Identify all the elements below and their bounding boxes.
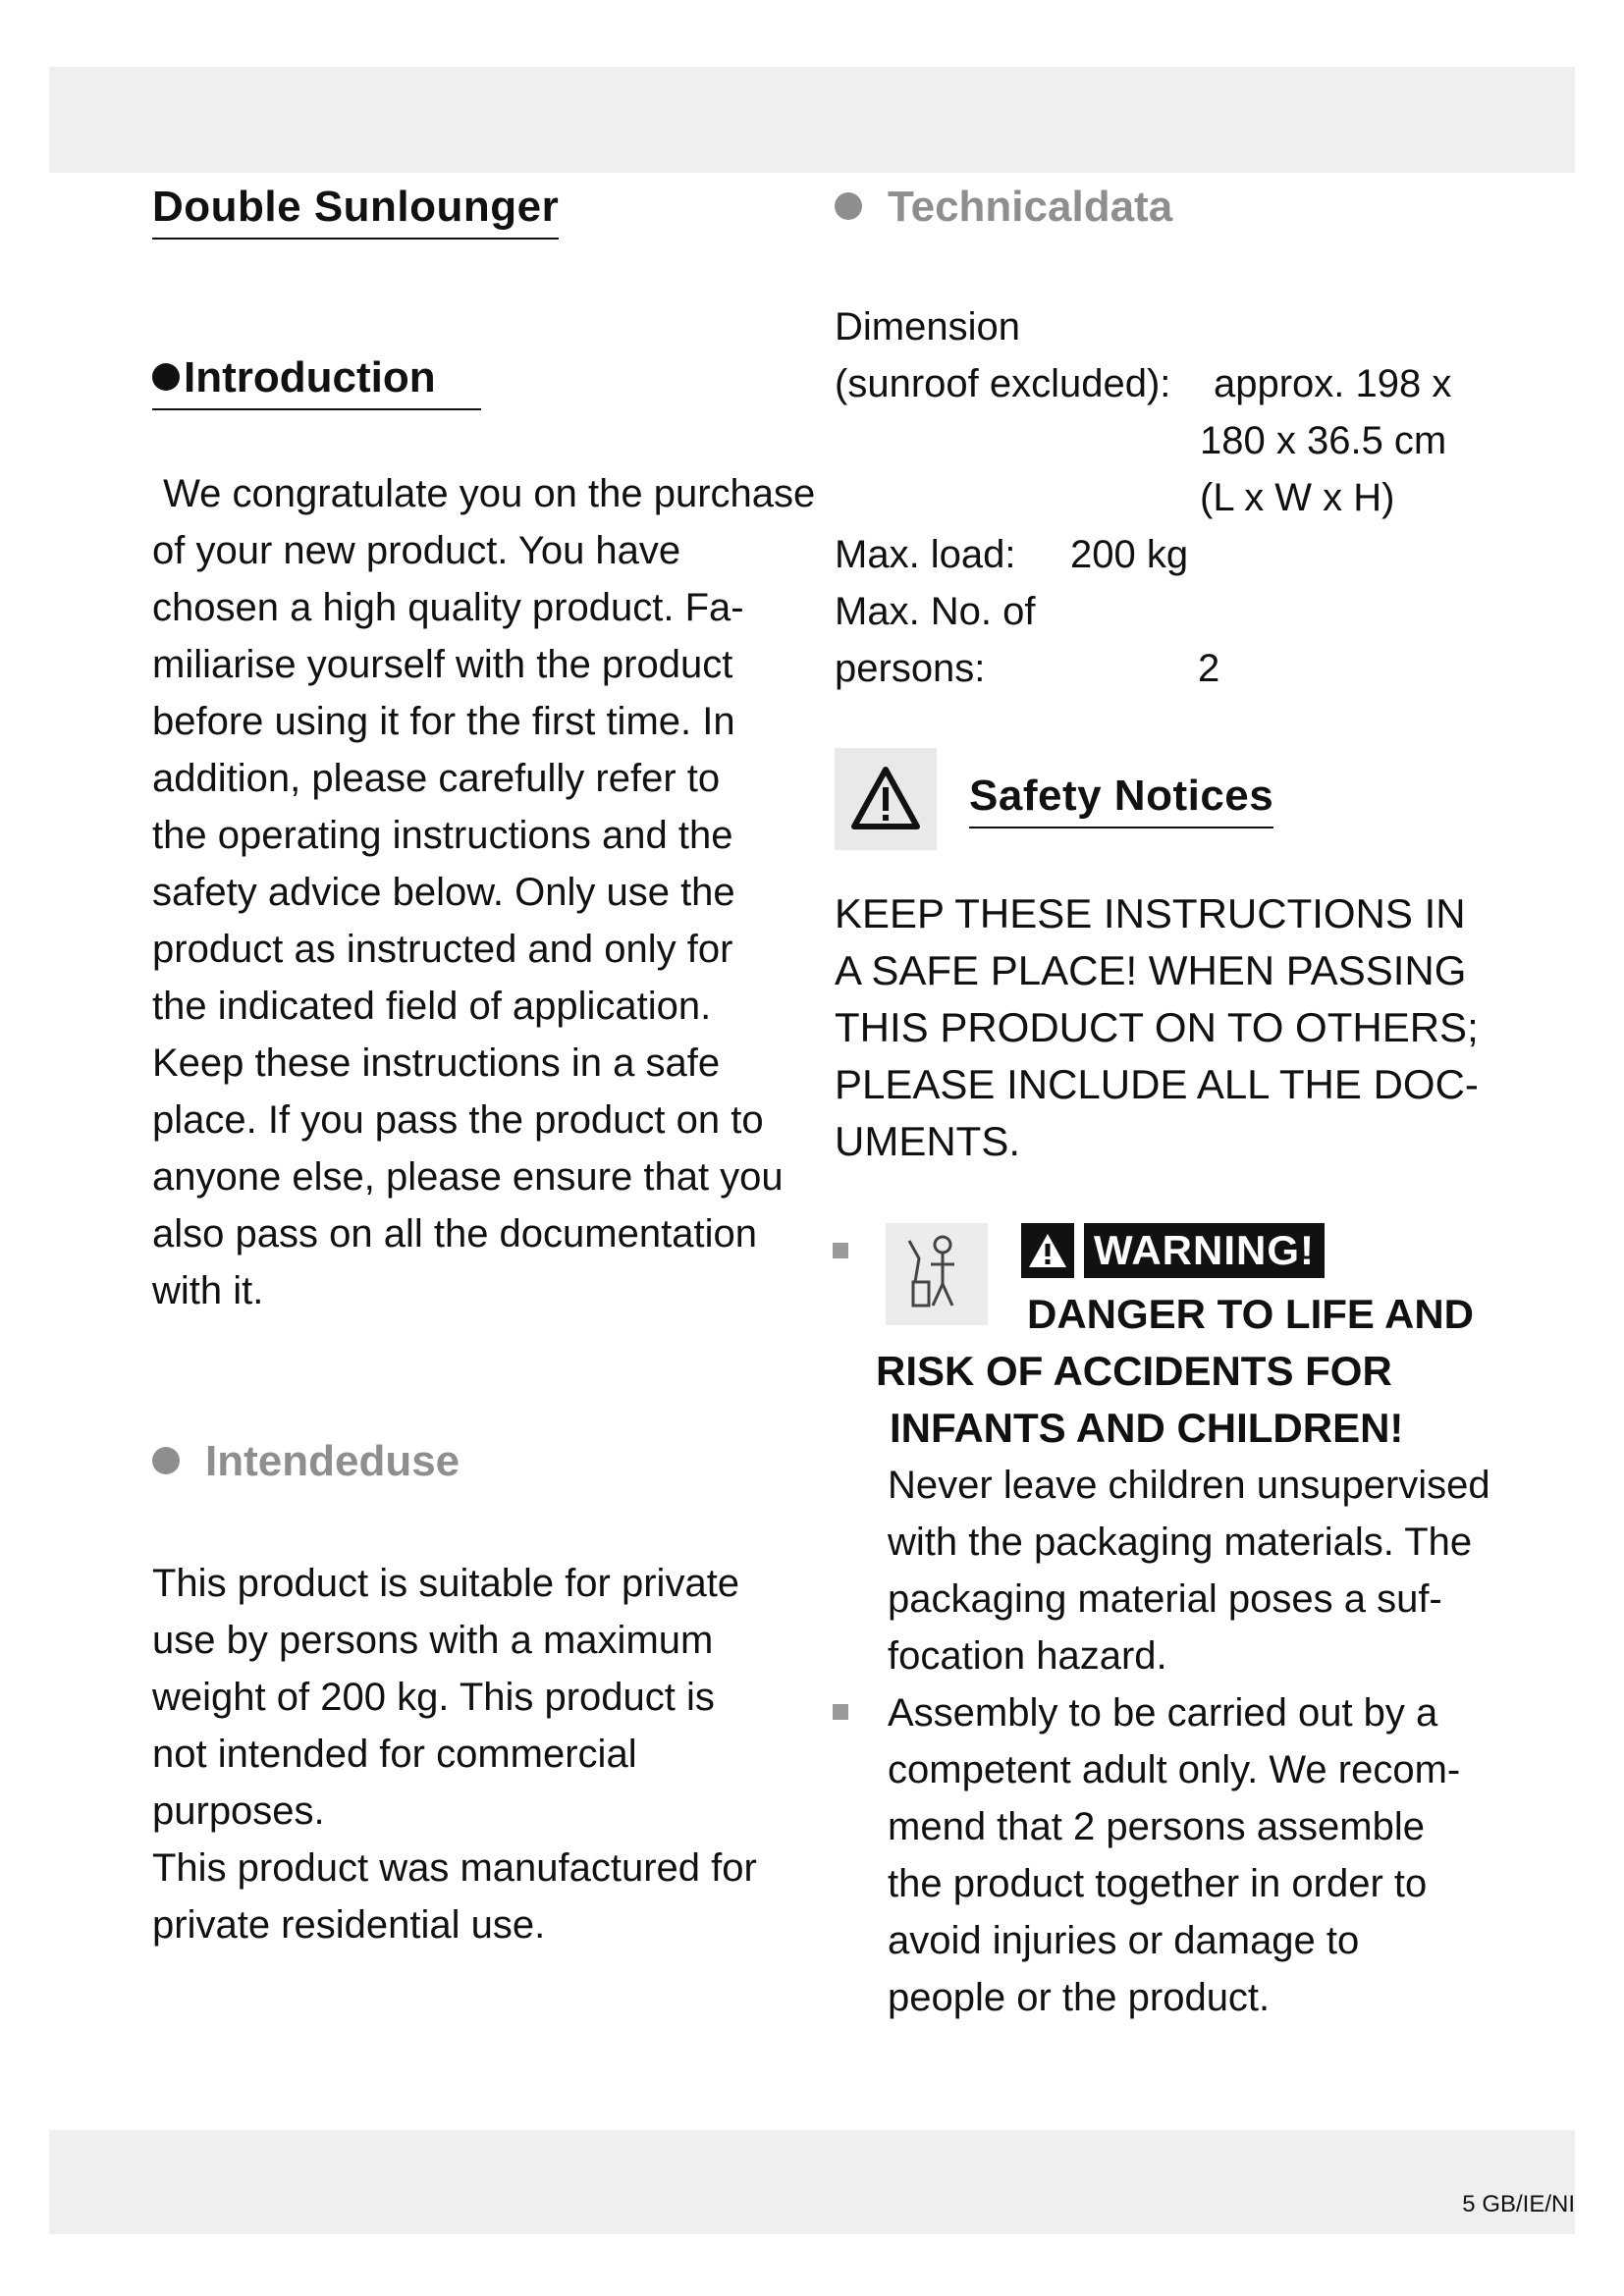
safety-notices-heading: Safety Notices [969, 772, 1273, 828]
text-line: chosen a high quality product. Fa- [152, 586, 744, 629]
text-line: packaging material poses a suf- [888, 1577, 1442, 1621]
header-band [49, 67, 1575, 173]
max-persons-label-1: Max. No. of [835, 590, 1036, 633]
introduction-text [152, 465, 820, 1319]
text-line: anyone else, please ensure that you [152, 1155, 784, 1199]
introduction-heading [152, 353, 481, 410]
text-line: use by persons with a maximum [152, 1619, 714, 1662]
text-line: with the packaging materials. The [888, 1521, 1473, 1564]
technical-data-heading [835, 183, 1172, 232]
text-line: the indicated field of application. [152, 985, 712, 1028]
dimension-value-1: approx. 198 x [1214, 362, 1452, 405]
technical-data-heading-text: Technicaldata [888, 183, 1173, 231]
text-line: This product is suitable for private [152, 1562, 740, 1605]
text-line: the product together in order to [888, 1862, 1428, 1905]
dimension-value-3: (L x W x H) [1200, 476, 1395, 519]
dimension-value-2: 180 x 36.5 cm [1200, 419, 1447, 462]
max-persons-label-2: persons: [835, 647, 986, 690]
text-line: PLEASE INCLUDE ALL THE DOC- [835, 1061, 1479, 1107]
page-number: 5 GB/IE/NI [1462, 2191, 1575, 2217]
danger-line-2: RISK OF ACCIDENTS FOR [876, 1348, 1392, 1394]
text-line: mend that 2 persons assemble [888, 1805, 1425, 1848]
text-line: with it. [152, 1269, 264, 1312]
text-line: THIS PRODUCT ON TO OTHERS; [835, 1004, 1479, 1050]
danger-line-3: INFANTS AND CHILDREN! [890, 1405, 1404, 1451]
list-bullet-icon [833, 1243, 848, 1258]
bullet-dot-icon [152, 363, 180, 391]
warning-triangle-icon [835, 748, 937, 850]
text-line: competent adult only. We recom- [888, 1748, 1461, 1791]
assembly-warning-text [888, 1684, 1496, 2026]
child-hazard-icon [886, 1223, 988, 1325]
text-line: of your new product. You have [152, 529, 681, 572]
footer-band [49, 2130, 1575, 2234]
bullet-dot-icon [835, 192, 862, 220]
text-line: Assembly to be carried out by a [888, 1691, 1438, 1735]
text-line: the operating instructions and the [152, 814, 733, 857]
max-persons-value: 2 [1198, 647, 1220, 690]
text-line: UMENTS. [835, 1118, 1020, 1164]
text-line: people or the product. [888, 1976, 1271, 2019]
text-line: Never leave children unsupervised [888, 1464, 1490, 1507]
dimension-label-2: (sunroof excluded): [835, 362, 1171, 405]
text-line: miliarise yourself with the product [152, 643, 733, 686]
list-bullet-icon [833, 1704, 848, 1720]
text-line: A SAFE PLACE! WHEN PASSING [835, 947, 1467, 993]
text-line: private residential use. [152, 1903, 546, 1947]
text-line: before using it for the first time. In [152, 700, 735, 743]
warning-triangle-icon [1021, 1223, 1074, 1278]
danger-line-1: DANGER TO LIFE AND [1027, 1291, 1475, 1337]
dimension-label-1: Dimension [835, 305, 1020, 348]
warning-badge [1021, 1223, 1325, 1278]
packaging-warning-text [888, 1457, 1496, 1684]
text-line: Keep these instructions in a safe [152, 1041, 721, 1085]
bullet-dot-icon [152, 1447, 180, 1474]
text-line: addition, please carefully refer to [152, 757, 721, 800]
text-line: not intended for commercial purposes. [152, 1733, 637, 1833]
warning-label: WARNING! [1084, 1223, 1325, 1278]
introduction-heading-text: Introduction [184, 353, 436, 401]
text-line: We congratulate you on the purchase [152, 472, 816, 515]
max-load-label: Max. load: [835, 533, 1016, 576]
text-line: This product was manufactured for [152, 1846, 757, 1890]
intended-use-heading-text: Intendeduse [205, 1437, 460, 1485]
intended-use-text [152, 1555, 820, 1953]
max-load-value: 200 kg [1070, 533, 1189, 576]
text-line: place. If you pass the product on to [152, 1098, 764, 1142]
text-line: also pass on all the documentation [152, 1212, 757, 1255]
keep-instructions-notice [835, 885, 1502, 1170]
text-line: focation hazard. [888, 1634, 1167, 1678]
text-line: product as instructed and only for [152, 928, 733, 971]
text-line: safety advice below. Only use the [152, 871, 735, 914]
text-line: avoid injuries or damage to [888, 1919, 1360, 1962]
intended-use-heading [152, 1437, 460, 1486]
document-title: Double Sunlounger [152, 183, 559, 240]
text-line: weight of 200 kg. This product is [152, 1676, 715, 1719]
text-line: KEEP THESE INSTRUCTIONS IN [835, 890, 1466, 936]
